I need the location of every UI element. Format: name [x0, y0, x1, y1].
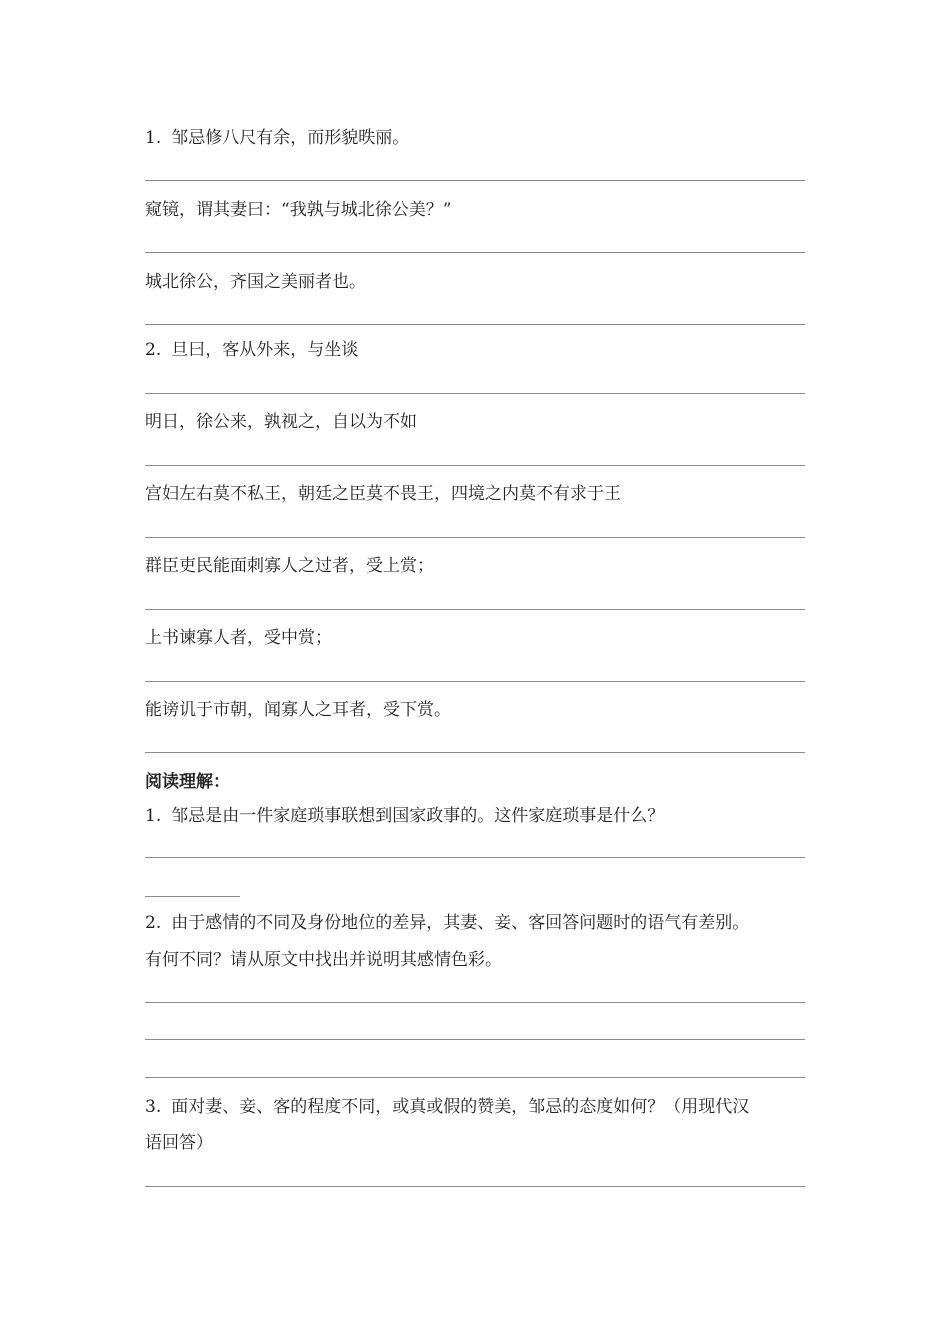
translation-item-3: [145, 270, 366, 294]
question-2-line-2: 有何不同？请从原文中找出并说明其感情色彩。: [145, 950, 502, 970]
question-3-line-2: 语回答）: [145, 1133, 213, 1153]
question-1: [145, 804, 664, 828]
translation-item-4: [145, 338, 358, 362]
question-text: 邹忌是由一件家庭琐事联想到国家政事的。这件家庭琐事是什么？: [171, 806, 665, 826]
translation-item-8: [145, 626, 332, 650]
answer-line: [145, 1077, 805, 1078]
answer-line: [145, 609, 805, 610]
translation-item-2: [145, 198, 451, 222]
item-text: 邹忌修八尺有余，而形貌昳丽。: [171, 128, 410, 148]
answer-line: [145, 1039, 805, 1040]
question-text: 由于感情的不同及身份地位的差异，其妻、妾、客回答问题时的语气有差别。: [171, 913, 750, 933]
answer-line: [145, 465, 805, 466]
item-text: 群臣吏民能面刺寡人之过者，受上赏；: [145, 556, 434, 576]
item-number: 2.: [145, 340, 162, 360]
answer-line: [145, 857, 805, 858]
answer-line: [145, 1002, 805, 1003]
question-number: 1.: [145, 806, 162, 826]
question-number: 2.: [145, 913, 162, 933]
translation-item-5: [145, 410, 417, 434]
translation-item-9: [145, 698, 451, 722]
translation-item-1: [145, 126, 409, 150]
question-text: 面对妻、妾、客的程度不同，或真或假的赞美，邹忌的态度如何？（用现代汉: [171, 1097, 750, 1117]
answer-line: [145, 393, 805, 394]
answer-line: [145, 180, 805, 181]
translation-item-6: [145, 482, 621, 506]
answer-line: [145, 1186, 805, 1187]
item-text: 明日，徐公来，孰视之，自以为不如: [145, 412, 417, 432]
item-text: 宫妇左右莫不私王，朝廷之臣莫不畏王，四境之内莫不有求于王: [145, 484, 621, 504]
item-text: 能谤讥于市朝，闻寡人之耳者，受下赏。: [145, 700, 451, 720]
item-text: 旦曰，客从外来，与坐谈: [171, 340, 359, 360]
answer-line: [145, 537, 805, 538]
question-number: 3.: [145, 1097, 162, 1117]
answer-line: [145, 252, 805, 253]
answer-line-short: [145, 896, 240, 897]
item-text: 上书谏寡人者，受中赏；: [145, 628, 332, 648]
question-3-line-1: [145, 1095, 749, 1119]
answer-line: [145, 324, 805, 325]
section-heading: 阅读理解：: [145, 772, 230, 792]
translation-item-7: [145, 554, 434, 578]
item-number: 1.: [145, 128, 162, 148]
question-2-line-1: [145, 911, 749, 935]
answer-line: [145, 681, 805, 682]
answer-line: [145, 752, 805, 753]
item-text: 窥镜，谓其妻曰：“我孰与城北徐公美？”: [145, 200, 452, 220]
item-text: 城北徐公，齐国之美丽者也。: [145, 272, 366, 292]
